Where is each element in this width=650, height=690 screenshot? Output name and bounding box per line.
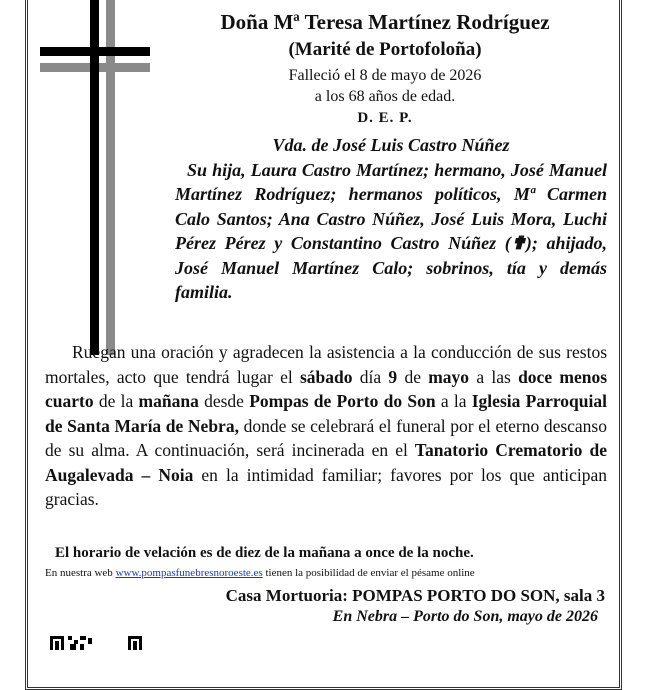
ceremony-paragraph [45, 340, 607, 512]
paragraph-text: Ruegan una oración y agradecen la asistencia a la conducción de sus restos mortales, acto que tendrá lugar el [45, 342, 607, 387]
family-text: Su hija, Laura Castro Martínez; hermano, José Manuel Martínez Rodríguez; hermanos políticos, Mª Carmen Calo Santos; Ana Castro Núñez, José Luis Mora, Luchi Pérez Pérez y Constantino Castro Núñez ( [175, 159, 607, 253]
family-text-end: ); ahijado, José Manuel Martínez Calo; sobrinos, tía y demás familia. [175, 233, 607, 302]
deceased-nickname: (Marité de Portofoloña) [288, 39, 482, 60]
paragraph-bold: Pompas de Porto do Son [249, 391, 436, 411]
dep-label: D. E. P. [357, 110, 413, 126]
deceased-name: Doña Mª Teresa Martínez Rodríguez [220, 10, 550, 34]
paragraph-text: desde [198, 391, 250, 411]
paragraph-bold: 9 [388, 366, 398, 387]
paragraph-bold: Iglesia Parroquial de Santa María de Nebra, [45, 391, 607, 436]
paragraph-text: donde se celebrará el funeral por el eterno descanso de su alma. A continuación, será incinerada en el [45, 415, 607, 460]
web-suffix: tienen la posibilidad de enviar el pésame online [262, 567, 475, 579]
paragraph-text: día [352, 366, 389, 387]
paragraph-text: a las [469, 366, 519, 387]
funeral-home-line: Casa Mortuoria: POMPAS PORTO DO SON, sala 3 [225, 586, 605, 605]
qr-code-icon[interactable] [50, 636, 142, 650]
paragraph-text: en la intimidad familiar; favores por los que anticipan gracias. [45, 464, 608, 509]
paragraph-text: de [397, 366, 429, 387]
cross-black-horizontal [40, 47, 150, 56]
family-list [175, 133, 607, 305]
paragraph-bold: Tanatorio Crematorio de Augalevada – Noia [45, 440, 607, 485]
paragraph-bold: mañana [138, 391, 199, 411]
deceased-cross-icon: ✟ [510, 233, 526, 253]
paragraph-text: a la [435, 391, 472, 411]
widow-line: Vda. de José Luis Castro Núñez [272, 135, 510, 155]
place-date-line: En Nebra – Porto do Son, mayo de 2026 [332, 608, 598, 625]
web-prefix: En nuestra web [45, 567, 116, 579]
paragraph-text: de la [93, 391, 139, 411]
age-line: a los 68 años de edad. [314, 88, 456, 105]
paragraph-bold: mayo [428, 366, 470, 387]
web-condolence-line [45, 567, 605, 579]
paragraph-bold: sábado [299, 366, 353, 387]
death-date-line: Falleció el 8 de mayo de 2026 [288, 67, 482, 84]
paragraph-bold: doce menos cuarto [45, 366, 608, 411]
vigil-hours: El horario de velación es de diez de la mañana a once de la noche. [55, 545, 474, 561]
website-link[interactable]: www.pompasfunebresnoroeste.es [115, 567, 263, 579]
family-body [175, 158, 607, 305]
